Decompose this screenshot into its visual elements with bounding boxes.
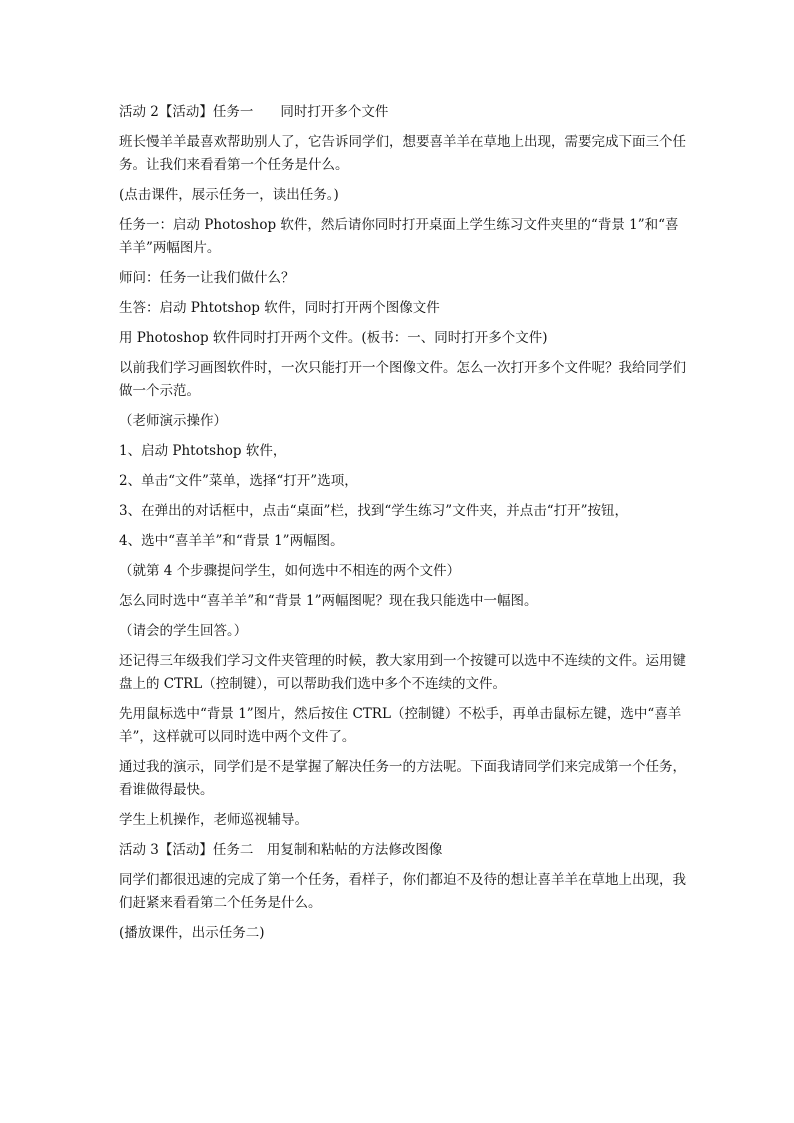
paragraph: 同学们都很迅速的完成了第一个任务，看样子，你们都迫不及待的想让喜羊羊在草地上出现，我们赶紧来看看第二个任务是什么。	[119, 872, 686, 911]
paragraph: （请会的学生回答。）	[119, 623, 248, 639]
paragraph: 用 Photoshop 软件同时打开两个文件。(板书：一、同时打开多个文件)	[119, 330, 548, 346]
paragraph: 先用鼠标选中“背景 1”图片，然后按住 CTRL（控制键）不松手，再单击鼠标左键，选中“喜羊羊”，这样就可以同时选中两个文件了。	[119, 706, 682, 745]
paragraph: 师问：任务一让我们做什么？	[119, 270, 295, 286]
heading-activity-3: 活动 3【活动】任务二 用复制和粘帖的方法修改图像	[119, 842, 443, 858]
paragraph: (点击课件，展示任务一，读出任务。)	[119, 187, 339, 203]
paragraph: 班长慢羊羊最喜欢帮助别人了，它告诉同学们，想要喜羊羊在草地上出现，需要完成下面三个任务。让我们来看看第一个任务是什么。	[119, 134, 686, 173]
paragraph: 通过我的演示，同学们是不是掌握了解决任务一的方法呢。下面我请同学们来完成第一个任务，看谁做得最快。	[119, 759, 686, 798]
paragraph: 以前我们学习画图软件时，一次只能打开一个图像文件。怎么一次打开多个文件呢？我给同学们做一个示范。	[119, 360, 686, 399]
paragraph: （老师演示操作）	[119, 413, 227, 429]
paragraph: (播放课件，出示任务二)	[119, 925, 265, 941]
step-item: 1、启动 Phtotshop 软件，	[119, 443, 287, 459]
paragraph: 怎么同时选中“喜羊羊”和“背景 1”两幅图呢？现在我只能选中一幅图。	[119, 593, 538, 609]
paragraph: 生答：启动 Phtotshop 软件，同时打开两个图像文件	[119, 300, 440, 316]
step-item: 3、在弹出的对话框中，点击“桌面”栏，找到“学生练习”文件夹，并点击“打开”按钮，	[119, 503, 628, 519]
paragraph: 任务一：启动 Photoshop 软件，然后请你同时打开桌面上学生练习文件夹里的“背景 1”和“喜羊羊”两幅图片。	[119, 217, 679, 256]
step-item: 4、选中“喜羊羊”和“背景 1”两幅图。	[119, 533, 344, 549]
paragraph: （就第 4 个步骤提问学生，如何选中不相连的两个文件）	[119, 563, 461, 579]
paragraph: 还记得三年级我们学习文件夹管理的时候，教大家用到一个按键可以选中不连续的文件。运用键盘上的 CTRL（控制键），可以帮助我们选中多个不连续的文件。	[119, 653, 686, 692]
document-body	[119, 101, 689, 952]
step-item: 2、单击“文件”菜单，选择“打开”选项，	[119, 473, 358, 489]
heading-activity-2: 活动 2【活动】任务一 同时打开多个文件	[119, 104, 389, 120]
paragraph: 学生上机操作，老师巡视辅导。	[119, 812, 308, 828]
